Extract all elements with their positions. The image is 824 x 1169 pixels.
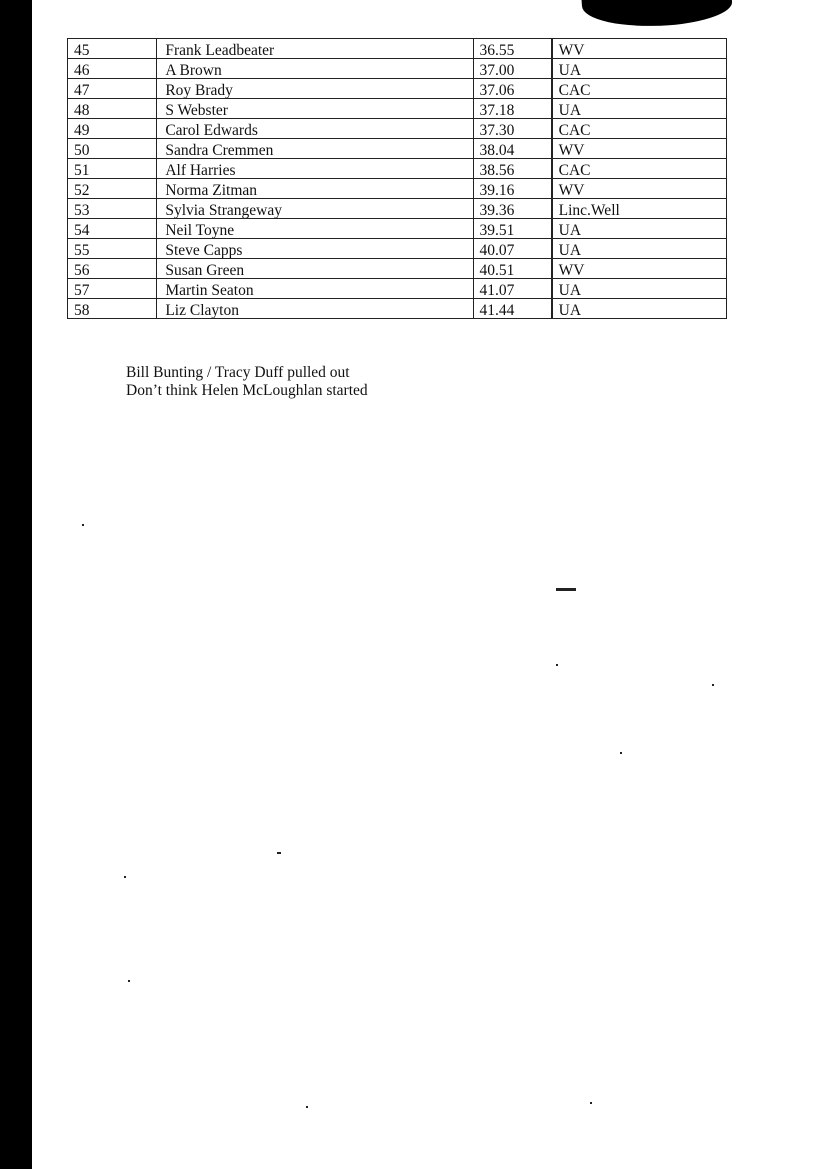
time-cell: 38.56 (473, 159, 552, 179)
club-cell: CAC (552, 119, 727, 139)
results-table (67, 38, 727, 319)
table-row (68, 159, 727, 179)
name-cell: Roy Brady (157, 79, 473, 99)
name-cell: Alf Harries (157, 159, 473, 179)
table-row (68, 179, 727, 199)
scan-speck (556, 664, 558, 666)
name-cell: Sylvia Strangeway (157, 199, 473, 219)
club-cell: WV (552, 39, 727, 59)
position-cell: 57 (68, 279, 157, 299)
scan-speck (124, 876, 126, 878)
position-cell: 51 (68, 159, 157, 179)
table-row (68, 259, 727, 279)
position-cell: 48 (68, 99, 157, 119)
table-row (68, 119, 727, 139)
name-cell: Carol Edwards (157, 119, 473, 139)
time-cell: 39.36 (473, 199, 552, 219)
scan-speck (277, 852, 281, 854)
name-cell: Sandra Cremmen (157, 139, 473, 159)
club-cell: WV (552, 259, 727, 279)
table-row (68, 79, 727, 99)
scan-speck (620, 752, 622, 754)
position-cell: 54 (68, 219, 157, 239)
time-cell: 40.07 (473, 239, 552, 259)
position-cell: 55 (68, 239, 157, 259)
scan-speck (82, 524, 84, 526)
table-row (68, 299, 727, 319)
scan-corner-blot (581, 0, 734, 31)
club-cell: WV (552, 179, 727, 199)
table-row (68, 39, 727, 59)
note-line: Bill Bunting / Tracy Duff pulled out (126, 364, 350, 381)
position-cell: 46 (68, 59, 157, 79)
position-cell: 53 (68, 199, 157, 219)
position-cell: 56 (68, 259, 157, 279)
name-cell: A Brown (157, 59, 473, 79)
table-row (68, 99, 727, 119)
position-cell: 49 (68, 119, 157, 139)
time-cell: 39.51 (473, 219, 552, 239)
name-cell: Neil Toyne (157, 219, 473, 239)
table-row (68, 139, 727, 159)
table-row (68, 59, 727, 79)
time-cell: 41.44 (473, 299, 552, 319)
scan-speck (712, 684, 714, 686)
table-row (68, 279, 727, 299)
time-cell: 41.07 (473, 279, 552, 299)
name-cell: Steve Capps (157, 239, 473, 259)
scan-speck (556, 588, 576, 591)
name-cell: Susan Green (157, 259, 473, 279)
table-row (68, 199, 727, 219)
time-cell: 37.00 (473, 59, 552, 79)
club-cell: UA (552, 219, 727, 239)
club-cell: WV (552, 139, 727, 159)
name-cell: Norma Zitman (157, 179, 473, 199)
name-cell: Liz Clayton (157, 299, 473, 319)
time-cell: 38.04 (473, 139, 552, 159)
position-cell: 58 (68, 299, 157, 319)
club-cell: CAC (552, 79, 727, 99)
scan-speck (306, 1106, 308, 1108)
position-cell: 45 (68, 39, 157, 59)
club-cell: Linc.Well (552, 199, 727, 219)
name-cell: Martin Seaton (157, 279, 473, 299)
club-cell: UA (552, 99, 727, 119)
time-cell: 37.18 (473, 99, 552, 119)
time-cell: 39.16 (473, 179, 552, 199)
position-cell: 52 (68, 179, 157, 199)
time-cell: 37.06 (473, 79, 552, 99)
club-cell: UA (552, 59, 727, 79)
table-row (68, 239, 727, 259)
notes-block (126, 364, 626, 400)
time-cell: 37.30 (473, 119, 552, 139)
club-cell: UA (552, 239, 727, 259)
club-cell: CAC (552, 159, 727, 179)
scan-speck (128, 980, 130, 982)
scan-speck (590, 1102, 592, 1104)
table-row (68, 219, 727, 239)
position-cell: 47 (68, 79, 157, 99)
club-cell: UA (552, 299, 727, 319)
position-cell: 50 (68, 139, 157, 159)
name-cell: S Webster (157, 99, 473, 119)
time-cell: 40.51 (473, 259, 552, 279)
note-line: Don’t think Helen McLoughlan started (126, 382, 368, 399)
results-table-body (68, 39, 727, 319)
scan-edge-shadow (0, 0, 32, 1169)
club-cell: UA (552, 279, 727, 299)
time-cell: 36.55 (473, 39, 552, 59)
name-cell: Frank Leadbeater (157, 39, 473, 59)
